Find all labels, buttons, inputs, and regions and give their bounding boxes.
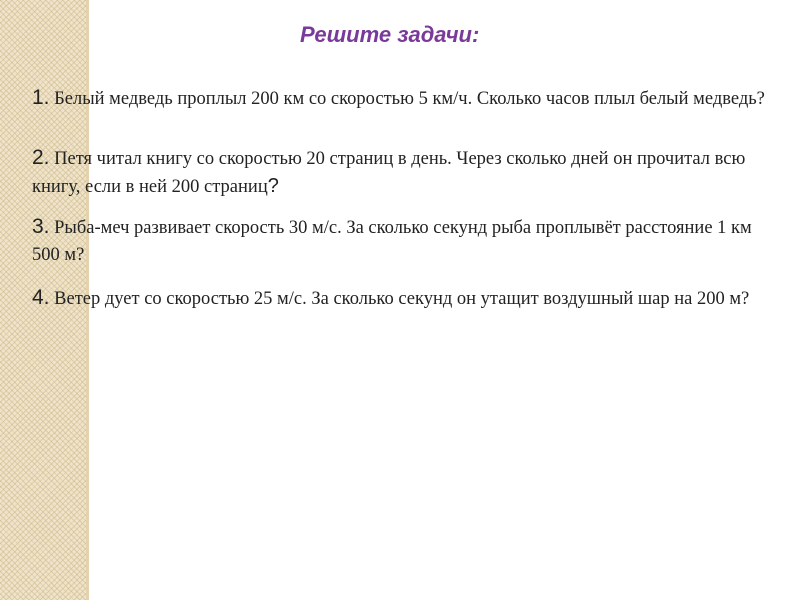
- task-text: Белый медведь проплыл 200 км со скоростью 5 км/ч. Сколько часов плыл белый медведь?: [49, 89, 765, 109]
- task-number: 3.: [32, 215, 50, 238]
- task-question-mark: ?: [267, 175, 279, 197]
- task-3: [32, 213, 767, 269]
- task-number: 4.: [32, 286, 50, 309]
- task-text: Рыба-меч развивает скорость 30 м/с. За сколько секунд рыба проплывёт расстояние 1 км 500 м?: [32, 218, 752, 265]
- task-text: Петя читал книгу со скоростью 20 страниц в день. Через сколько дней он прочитал всю книгу, если в ней 200 страниц: [32, 149, 746, 197]
- slide-title: Решите задачи:: [300, 22, 480, 47]
- task-number: 1.: [32, 86, 50, 109]
- task-number: 2.: [32, 146, 50, 169]
- task-1: [32, 84, 767, 113]
- task-4: [32, 284, 767, 313]
- task-text: Ветер дует со скоростью 25 м/с. За сколько секунд он утащит воздушный шар на 200 м?: [49, 289, 750, 309]
- task-2: [32, 144, 767, 201]
